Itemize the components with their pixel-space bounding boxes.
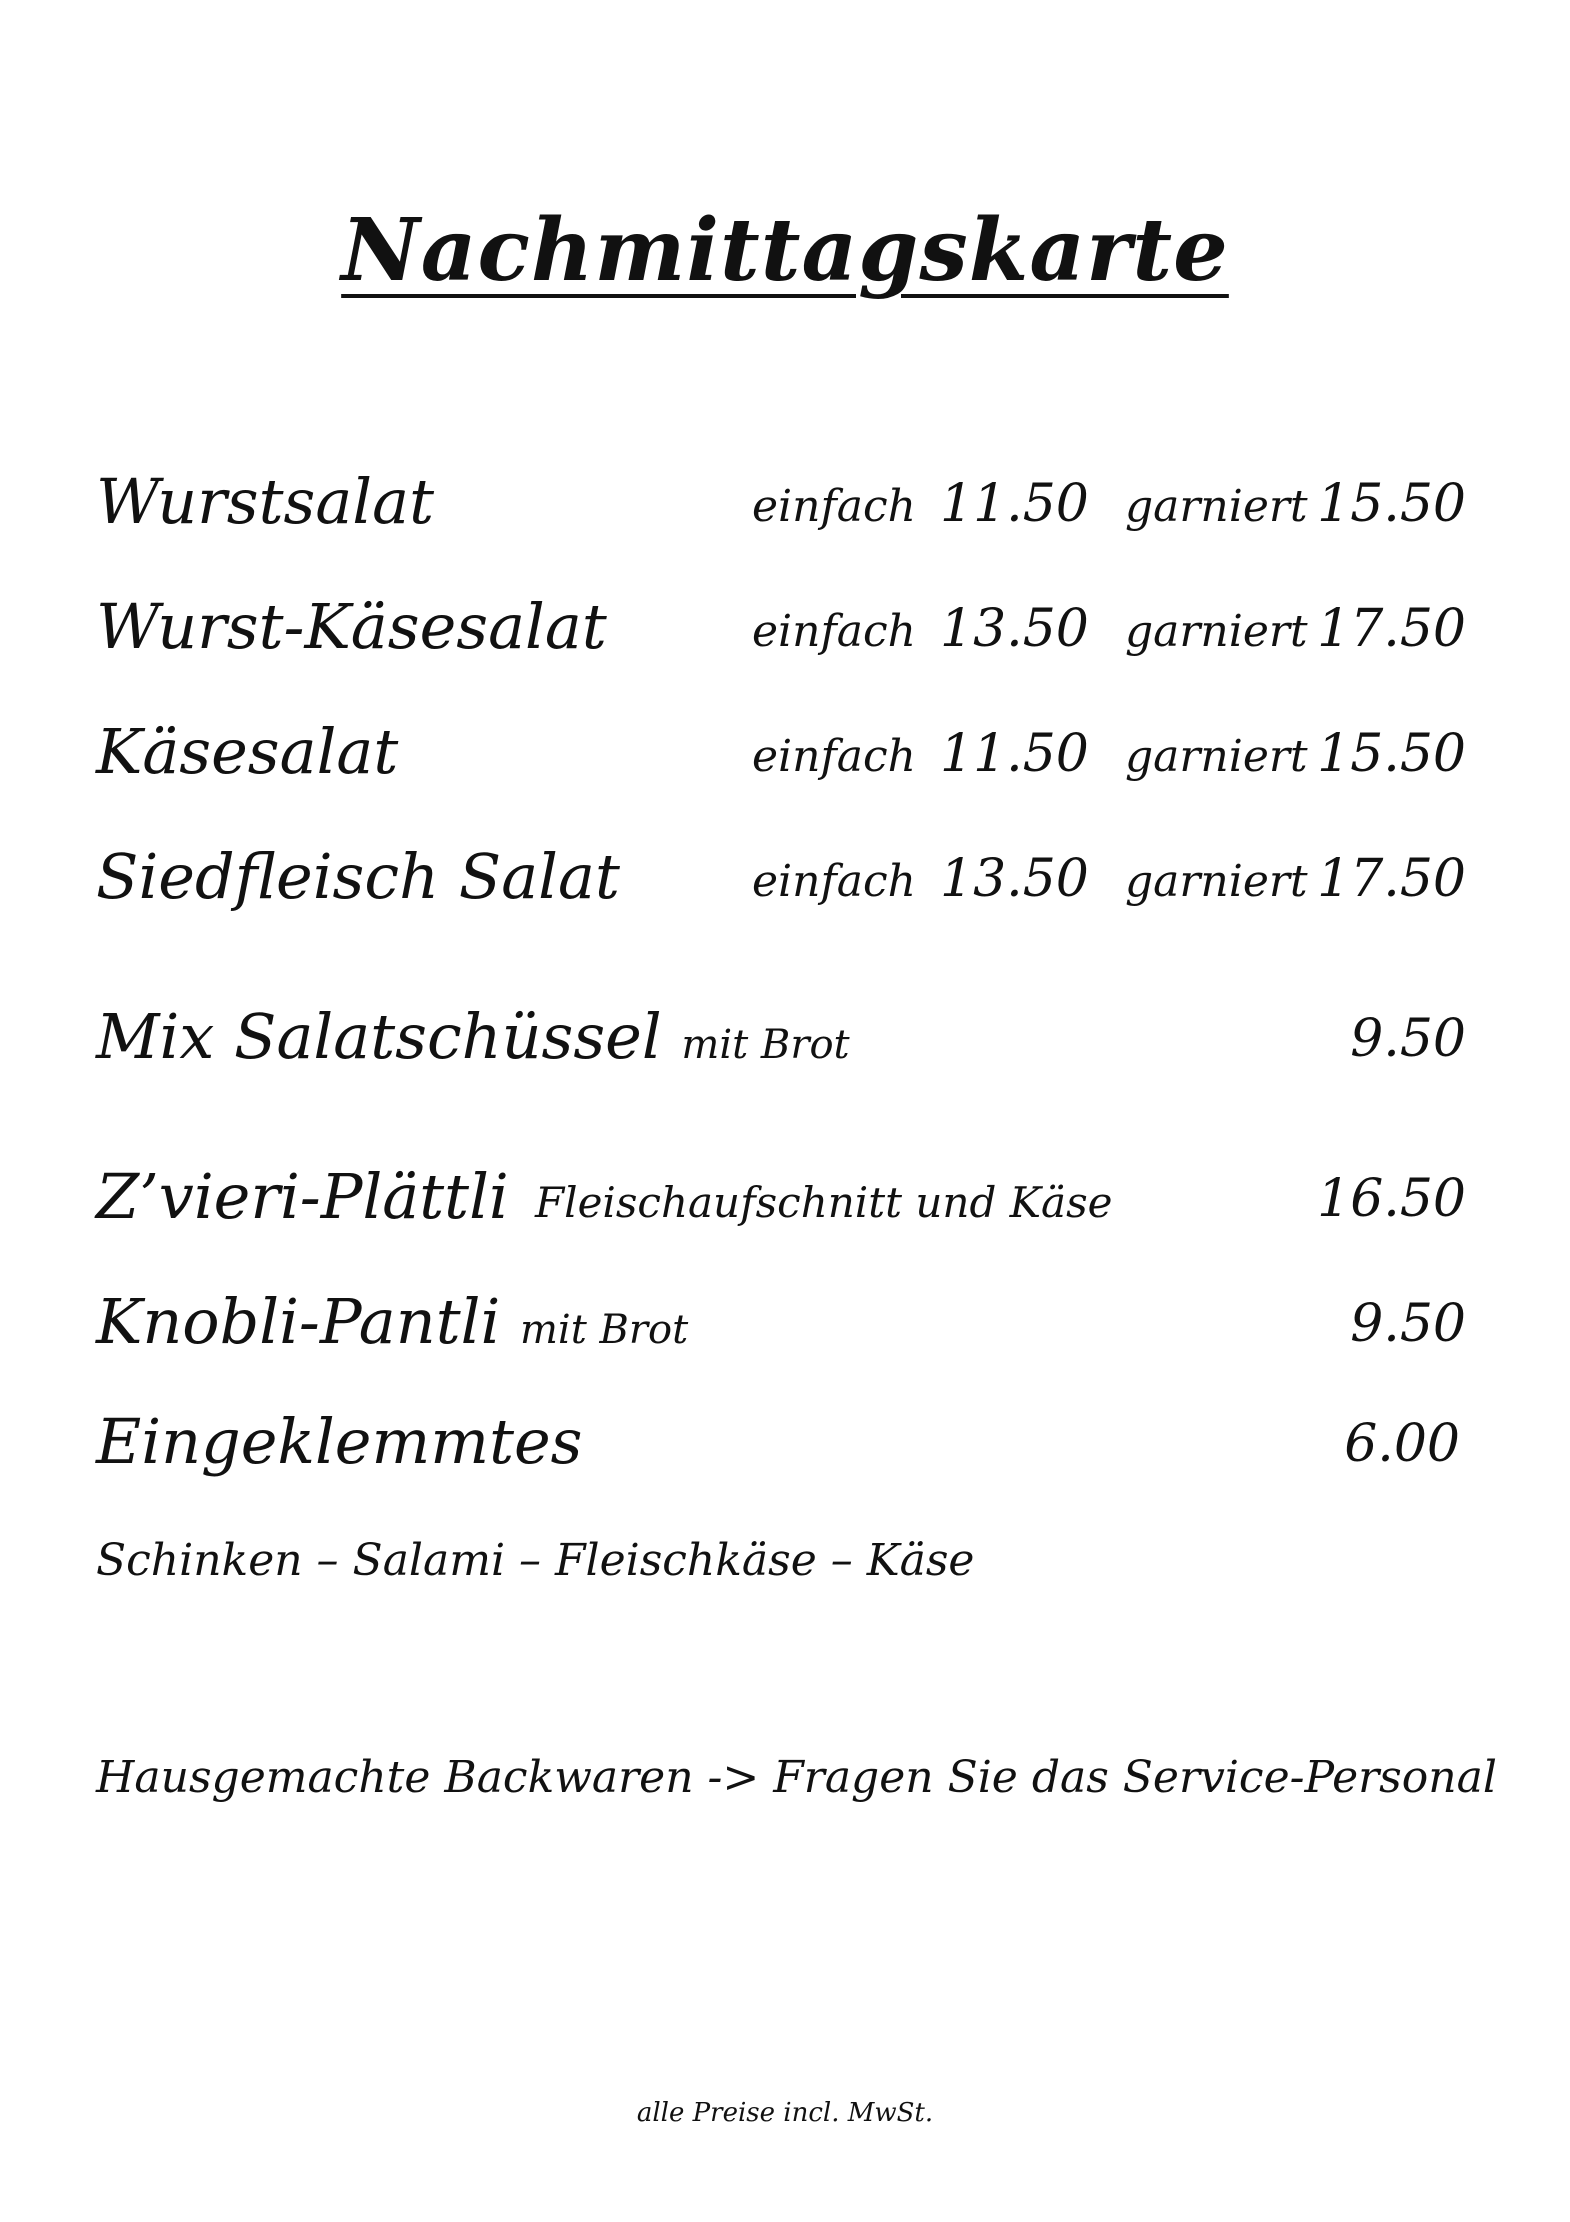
simple-label: einfach (752, 481, 916, 532)
garnished-label: garniert (1125, 856, 1308, 907)
item-name-with-note (96, 1285, 688, 1358)
garnished-label: garniert (1125, 731, 1308, 782)
garnished-price: 15.50 (1317, 474, 1466, 534)
item-price: 6.00 (1344, 1414, 1460, 1474)
item-name: Knobli-Pantli (96, 1285, 501, 1358)
garnished-price: 15.50 (1317, 724, 1466, 784)
item-price: 9.50 (1350, 1294, 1466, 1354)
item-name: Siedfleisch Salat (96, 840, 620, 913)
eingeklemmtes-fillings: Schinken – Salami – Fleischkäse – Käse (96, 1535, 975, 1586)
garnished-label: garniert (1125, 606, 1308, 657)
item-name: Wurst-Käsesalat (96, 590, 607, 663)
simple-price: 11.50 (940, 474, 1089, 534)
simple-label: einfach (752, 856, 916, 907)
footer-vat-note: alle Preise incl. MwSt. (636, 2098, 934, 2128)
item-name: Käsesalat (96, 715, 399, 788)
bakery-note: Hausgemachte Backwaren -> Fragen Sie das Service-Personal (96, 1752, 1497, 1803)
item-note: mit Brot (520, 1307, 689, 1353)
garnished-price: 17.50 (1317, 849, 1466, 909)
item-price: 9.50 (1350, 1009, 1466, 1069)
item-name: Z’vieri-Plättli (96, 1160, 509, 1233)
garnished-label: garniert (1125, 481, 1308, 532)
item-note: mit Brot (681, 1022, 850, 1068)
item-name-with-note (96, 1000, 850, 1073)
simple-label: einfach (752, 606, 916, 657)
simple-price: 13.50 (940, 599, 1089, 659)
menu-item-zvieri-plaettli (0, 1155, 1570, 1245)
menu-item-eingeklemmtes (0, 1400, 1570, 1490)
item-price: 16.50 (1317, 1169, 1466, 1229)
menu-item-wurst-kaesesalat (0, 585, 1570, 675)
item-name: Mix Salatschüssel (96, 1000, 662, 1073)
menu-item-wurstsalat (0, 460, 1570, 550)
menu-item-mix-salatschuessel (0, 995, 1570, 1085)
simple-price: 11.50 (940, 724, 1089, 784)
item-name: Wurstsalat (96, 465, 435, 538)
item-note: Fleischaufschnitt und Käse (535, 1178, 1113, 1227)
simple-price: 13.50 (940, 849, 1089, 909)
menu-item-knobli-pantli (0, 1280, 1570, 1370)
simple-label: einfach (752, 731, 916, 782)
page-title: Nachmittagskarte (341, 200, 1229, 301)
item-name: Eingeklemmtes (96, 1405, 583, 1478)
menu-item-kaesesalat (0, 710, 1570, 800)
garnished-price: 17.50 (1317, 599, 1466, 659)
menu-item-siedfleisch-salat (0, 835, 1570, 925)
